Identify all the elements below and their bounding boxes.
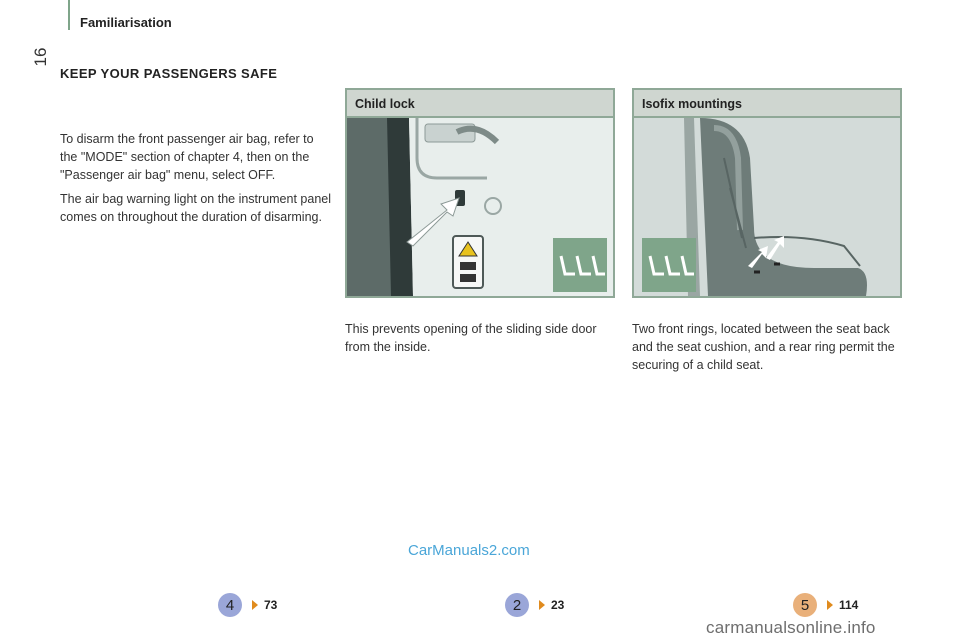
page-reference-chapter-2[interactable] xyxy=(505,593,564,617)
panel-title: Isofix mountings xyxy=(634,90,900,118)
section-title: KEEP YOUR PASSENGERS SAFE xyxy=(60,66,278,81)
chapter-badge: 4 xyxy=(218,593,242,617)
isofix-panel xyxy=(632,88,902,298)
arrow-right-icon xyxy=(539,600,545,610)
watermark: CarManuals2.com xyxy=(408,542,530,559)
isofix-illustration xyxy=(634,118,900,296)
panel-title: Child lock xyxy=(347,90,613,118)
header-title: Familiarisation xyxy=(80,15,172,30)
page-ref: 114 xyxy=(839,598,859,612)
page-reference-chapter-5[interactable] xyxy=(793,593,858,617)
side-rule xyxy=(68,0,70,30)
isofix-caption: Two front rings, located between the seat back and the seat cushion, and a rear ring permit the securing of a child seat. xyxy=(632,322,895,372)
footer-site: carmanualsonline.info xyxy=(706,618,876,637)
page-ref: 23 xyxy=(551,598,565,612)
chapter-badge: 2 xyxy=(505,593,529,617)
page-number: 16 xyxy=(31,47,50,67)
child-lock-caption: This prevents opening of the sliding side door from the inside. xyxy=(345,322,597,354)
paragraph: The air bag warning light on the instrument panel comes on throughout the duration of disarming. xyxy=(60,192,331,224)
arrow-right-icon xyxy=(827,600,833,610)
page-reference-chapter-4[interactable] xyxy=(218,593,277,617)
page-ref: 73 xyxy=(264,598,278,612)
child-lock-illustration xyxy=(347,118,613,296)
chapter-badge: 5 xyxy=(793,593,817,617)
body-text xyxy=(60,130,332,232)
arrow-right-icon xyxy=(252,600,258,610)
paragraph: To disarm the front passenger air bag, refer to the "MODE" section of chapter 4, then on the "Passenger air bag" menu, select OFF. xyxy=(60,132,314,182)
child-lock-panel xyxy=(345,88,615,298)
